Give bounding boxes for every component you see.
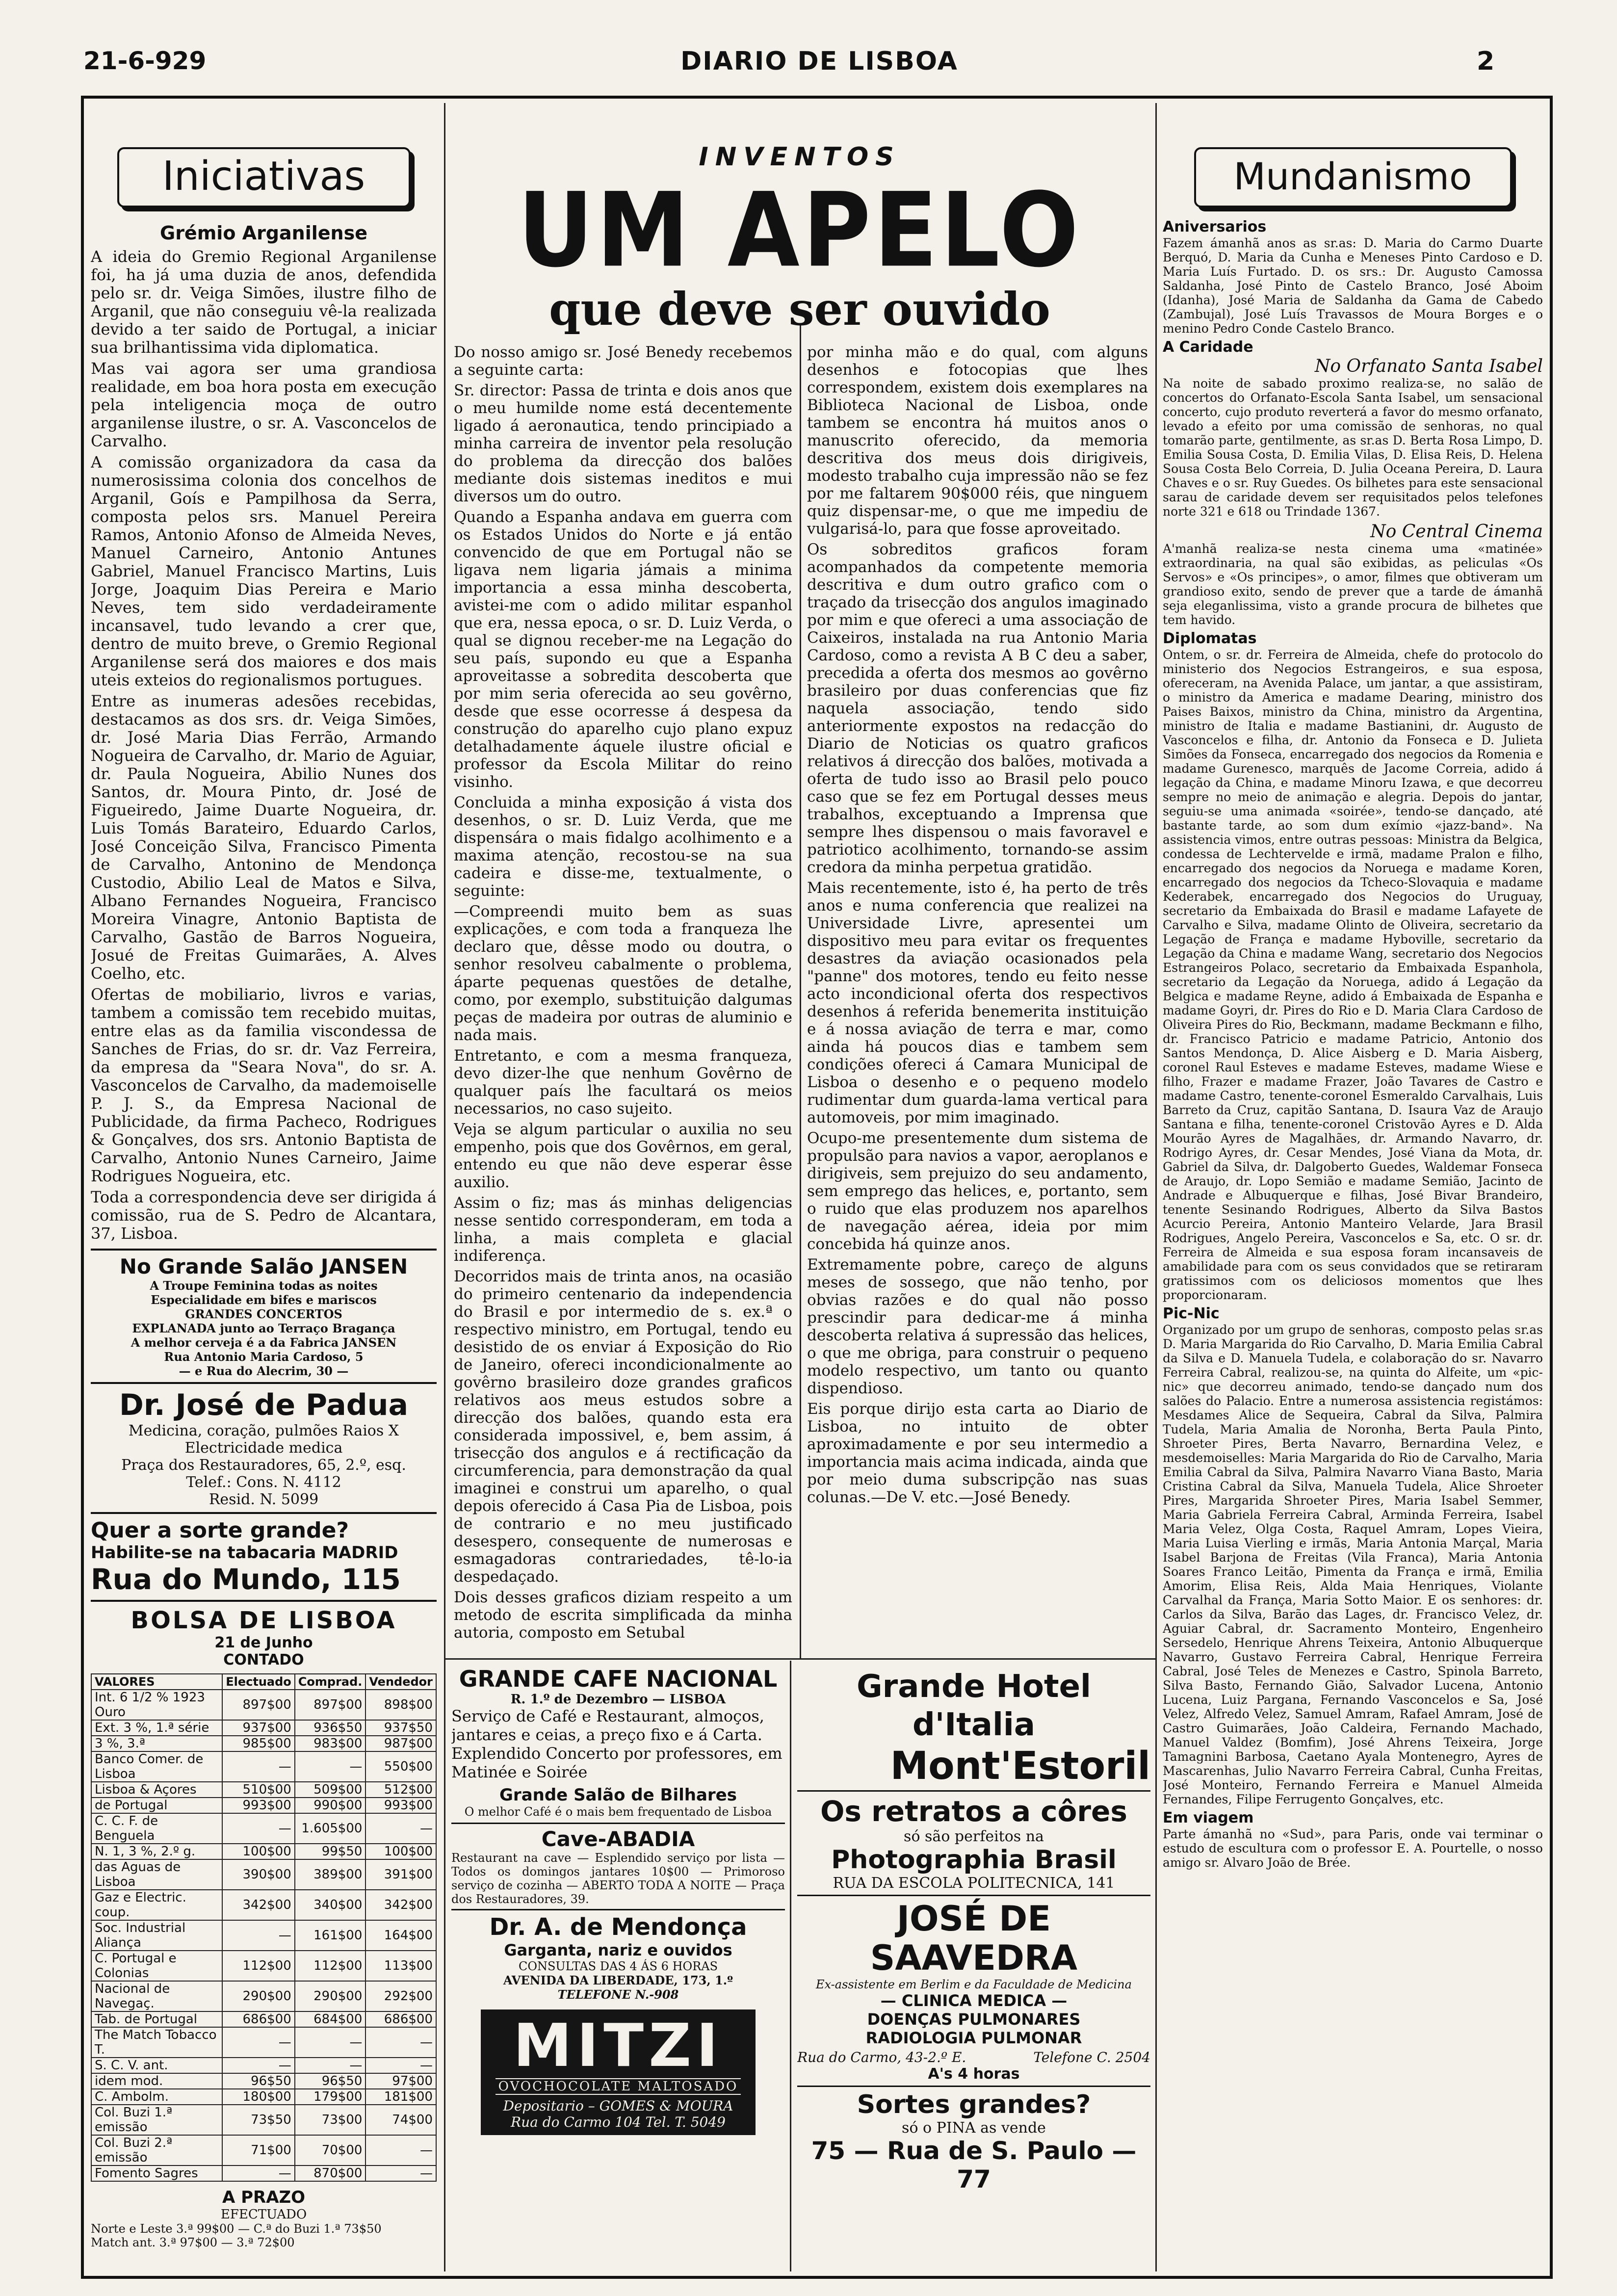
mitzi-ad <box>481 2009 756 2135</box>
bolsa-price: 181$00 <box>365 2089 436 2105</box>
bolsa-price: 937$50 <box>365 1720 436 1736</box>
ad-line: A's 4 horas <box>928 2065 1020 2083</box>
ad-line: só o PINA as vende <box>902 2119 1046 2137</box>
bolsa-table <box>91 1673 437 2182</box>
bolsa-row <box>91 2058 436 2073</box>
bolsa-price: 898$00 <box>365 1690 436 1720</box>
bolsa-price: 993$00 <box>222 1798 295 1813</box>
bolsa-price: — <box>295 1751 366 1782</box>
bolsa-price: 870$00 <box>295 2166 366 2181</box>
bolsa-price: 897$00 <box>222 1690 295 1720</box>
ad-line: Rua do Carmo 104 Tel. T. 5049 <box>511 2114 726 2130</box>
bolsa-security: Int. 6 1/2 % 1923 Ouro <box>91 1690 222 1720</box>
subsection-heading: Em viagem <box>1163 1809 1254 1826</box>
ad-title: Sortes grandes? <box>857 2090 1091 2119</box>
bolsa-row <box>91 1920 436 1951</box>
ad-title: Cave-ABADIA <box>541 1827 695 1851</box>
bolsa-header: Electuado <box>222 1674 295 1690</box>
subhead: que deve ser ouvido <box>549 283 1050 336</box>
subsection-heading: Pic-Nic <box>1163 1305 1220 1322</box>
page-number: 2 <box>1477 47 1495 76</box>
bolsa-row <box>91 1798 436 1813</box>
bolsa-security: de Portugal <box>91 1798 222 1813</box>
bolsa-price: 112$00 <box>295 1951 366 1981</box>
bolsa-sub: CONTADO <box>223 1651 304 1669</box>
ad-title: 75 — Rua de S. Paulo — 77 <box>811 2137 1137 2193</box>
article-paragraph: A'manhã realiza-se nesta cinema uma «matinée» extraordinaria, na qual são exibidas, as peliculas «Os Servos» e «Os principes», o amor, filmes que obtiveram um grandioso exito, sendo de prever que a tarde de ámanhã seja eleganlissima, visto a grande procura de bilhetes que tem havido. <box>1163 542 1543 627</box>
article-paragraph: Mas vai agora ser uma grandiosa realidade, em boa hora posta em execução pela inteligencia moça de outro arganilense ilustre, o sr. A. Vasconcelos de Carvalho. <box>91 359 437 450</box>
article-paragraph: Extremamente pobre, careço de alguns meses de sossego, que não tenho, por obvias razões e do qual não posso prescindir para dedicar-me á minha descoberta relativa á supressão das helices, o que me obriga, para construir o pequeno modelo respectivo, um tanto ou quanto dispendioso. <box>807 1256 1148 1397</box>
bolsa-price: 179$00 <box>295 2089 366 2105</box>
ads-left <box>451 1666 785 2271</box>
article-paragraph: Entretanto, e com a mesma franqueza, devo dizer-lhe que nenhum Govêrno de qualquer país lhe facultará os meios necessarios, no caso sujeito. <box>454 1047 792 1118</box>
aprazo-title: A PRAZO <box>222 2188 306 2207</box>
bolsa-security: das Aguas de Lisboa <box>91 1859 222 1890</box>
ad-line: RUA DA ESCOLA POLITECNICA, 141 <box>833 1875 1115 1892</box>
ad-line: GRANDES CONCERTOS <box>185 1307 342 1321</box>
ad-title: Photographia Brasil <box>831 1845 1117 1875</box>
article-paragraph: Decorridos mais de trinta anos, na ocasião do primeiro centenario da independencia do Brasil e por intermedio de s. ex.ª o respectivo ministro, em Portugal, tendo eu desistido de os enviar á Exposição do Rio de Janeiro, ofereci incondicionalmente ao govêrno brasileiro doze grandes graficos relativos aos meus estudos sobre a direcção dos balões, quando esta era considerada impossivel, e, bem assim, á trisecção dos angulos e á rectificação da circumferencia, para demonstração da qual imaginei e construi um aparelho, o qual depois oferecido á Casa Pia de Lisboa, pois de contrario e no meu justificado desespero, consequente de numerosas e esmagadoras contrariedades, tê-lo-ia despedaçado. <box>454 1268 792 1586</box>
bolsa-security: Gaz e Electric. coup. <box>91 1890 222 1920</box>
ad-title: JOSÉ DE SAAVEDRA <box>870 1899 1078 1978</box>
ad-title: Dr. A. de Mendonça <box>489 1913 747 1941</box>
ad-line: O melhor Café é o mais bem frequentado de Lisboa <box>464 1805 772 1819</box>
sorte-ad <box>91 1514 437 1602</box>
bolsa-price: 161$00 <box>295 1920 366 1951</box>
bolsa-price: 512$00 <box>365 1782 436 1798</box>
bolsa-row <box>91 1951 436 1981</box>
bolsa-price: 113$00 <box>365 1951 436 1981</box>
ad-line: Rua Antonio Maria Cardoso, 5 <box>164 1350 364 1364</box>
bolsa-security: Soc. Industrial Aliança <box>91 1920 222 1951</box>
column-rule <box>444 103 445 2271</box>
article-heading: Grémio Arganilense <box>160 222 367 244</box>
ad-line: Resid. N. 5099 <box>209 1491 319 1508</box>
ad-title: Mont'Estoril <box>890 1744 1150 1788</box>
aprazo-line: Match ant. 3.ª 97$00 — 3.ª 72$00 <box>91 2236 295 2249</box>
bolsa-price: — <box>222 2058 295 2073</box>
article-paragraph: Ofertas de mobiliario, livros e varias, tambem a comissão tem recebido muitas, entre elas as da familia viscondessa de Sanches de Frias, do sr. dr. Vaz Ferreira, da empresa da "Seara Nova", do sr. A. Vasconcelos de Carvalho, da mademoiselle P. J. S., da Empresa Nacional de Publicidade, da firma Pacheco, Rodrigues & Gonçalves, dos srs. Antonio Baptista de Carvalho, Antonio Nunes Carneiro, Jaime Rodrigues Nogueira, etc. <box>91 985 437 1185</box>
bolsa-price: 686$00 <box>222 2011 295 2027</box>
subsection-heading: Diplomatas <box>1163 630 1257 647</box>
bolsa-price: — <box>222 1920 295 1951</box>
ad-line: Praça dos Restauradores, 65, 2.º, esq. <box>121 1457 406 1474</box>
article-paragraph: Os sobreditos graficos foram acompanhados da competente memoria descritiva e dum outro grafico com o traçado da trisecção dos angulos imaginado por mim e que ofereci a uma associação de Caixeiros, instalada na rua Antonio Maria Cardoso, como a revista A B C deu a saber, precedida a oferta dos mesmos ao govêrno brasileiro por duas conferencias que fiz naquela associação, tendo sido anteriormente expostos na redacção do Diario de Noticias os quatro graficos relativos á direcção dos balões, motivada a oferta de tudo isso ao Brasil pelo pouco caso que se fez em Portugal desses meus trabalhos, exceptuando a Imprensa que sempre lhes dispensou o mais favoravel e patriotico acolhimento, tornando-se assim credora da minha perpetua gratidão. <box>807 541 1148 876</box>
article-paragraph: A comissão organizadora da casa da numerosissima colonia dos concelhos de Arganil, Goís e Pampilhosa da Serra, composta pelos srs. Manuel Pereira Ramos, Antonio Afonso de Almeida Neves, Manuel Carneiro, Antonio Antunes Gabriel, Manuel Francisco Martins, Luis Jorge, Joaquim Dias Pereira e Mario Neves, tem sido verdadeiramente incansavel, tudo levando a crer que, dentro de muito breve, o Gremio Regional Arganilense será dos maiores e dos mais uteis exteios do regionalismos portugues. <box>91 453 437 689</box>
bolsa-price: 164$00 <box>365 1920 436 1951</box>
subsection-title: No Orfanato Santa Isabel <box>1314 356 1543 376</box>
ad-line: Habilite-se na tabacaria MADRID <box>91 1543 398 1563</box>
aprazo-line: Norte e Leste 3.ª 99$00 — C.ª do Buzi 1.ª 73$50 <box>91 2222 382 2236</box>
bolsa-price: 292$00 <box>365 1981 436 2011</box>
ad-line: Serviço de Café e Restaurant, almoços, jantares e ceias, a preço fixo e á Carta. Explendido Concerto por professores, em Matinée e Soirée <box>451 1707 782 1781</box>
ad-title: Dr. José de Padua <box>119 1388 408 1422</box>
bolsa-price: 112$00 <box>222 1951 295 1981</box>
bolsa-row <box>91 2135 436 2166</box>
ad-title: MITZI <box>513 2012 723 2080</box>
article-paragraph: Do nosso amigo sr. José Benedy recebemos a seguinte carta: <box>454 343 792 379</box>
article-kicker: INVENTOS <box>699 142 901 172</box>
article-paragraph: Entre as inumeras adesões recebidas, destacamos as dos srs. dr. Veiga Simões, dr. José Maria Dias Ferrão, Armando Nogueira de Carvalho, dr. Mario de Aguiar, dr. Paula Nogueira, Abilio Nunes dos Santos, dr. Moura Pinto, dr. José de Figueiredo, Jaime Duarte Nogueira, dr. Luis Tomás Barateiro, Eduardo Carlos, José Conceição Silva, Francisco Pimenta de Carvalho, Antonino de Mendonça Custodio, Abilio Leal de Matos e Silva, Albano Fernandes Nogueira, Francisco Moreira Vinagre, Antonio Baptista de Carvalho, Gastão de Barros Nogueira, Josué de Freitas Guimarães, A. Alves Coelho, etc. <box>91 692 437 983</box>
bolsa-price: 73$00 <box>295 2105 366 2135</box>
article-column-2 <box>807 343 1148 1653</box>
bolsa-security: idem mod. <box>91 2073 222 2089</box>
bolsa-price: 985$00 <box>222 1736 295 1751</box>
jansen-ad <box>91 1249 437 1384</box>
bolsa-row <box>91 1981 436 2011</box>
bolsa-row <box>91 2105 436 2135</box>
bolsa-price: 686$00 <box>365 2011 436 2027</box>
left-column <box>91 147 437 2271</box>
ad-line: Rua do Mundo, 115 <box>91 1563 401 1596</box>
article-paragraph: Na noite de sabado proximo realiza-se, no salão de concertos do Orfanato-Escola Santa Isabel, um sensacional concerto, cujo produto reverterá a favor do mesmo orfanato, levado a efeito por uma comissão de senhoras, no qual tomarão parte, gentilmente, as sr.as D. Berta Rosa Limpo, D. Emilia Sousa Costa, D. Emilia Vilas, D. Elisa Reis, D. Helena Sousa Costa Belo Correia, D. Julia Oceana Pereira, D. Laura Chaves e o sr. Ruy Guedes. Os bilhetes para este sensacional sarau de caridade devem ser requisitados pelos telefones norte 321 e 618 ou Trindade 1367. <box>1163 376 1543 519</box>
bolsa-price: 100$00 <box>365 1844 436 1859</box>
bolsa-price: — <box>295 2058 366 2073</box>
right-column <box>1163 147 1543 2271</box>
bolsa-price: — <box>365 2135 436 2166</box>
article-paragraph: Parte ámanhã no «Sud», para Paris, onde vai terminar o estudo de escultura com o professor E. A. Pourtelle, o nosso amigo sr. Alvaro João de Brée. <box>1163 1827 1543 1870</box>
bolsa-security: Fomento Sagres <box>91 2166 222 2181</box>
issue-date: 21-6-929 <box>83 47 207 75</box>
article-paragraph: Ontem, o sr. dr. Ferreira de Almeida, chefe do protocolo do ministerio dos Negocios Estrangeiros, e sua esposa, ofereceram, na Avenida Palace, um jantar, a que assistiram, o ministro da America e madame Dearing, ministro dos Paises Baixos, ministro da China, ministro da Argentina, ministro de Italia e madame Bastianini, dr. Augusto de Vasconcelos e filha, dr. Antonio da Fonseca e D. Julieta Simões da Fonseca, encarregado dos negocios da Romenia e madame Gurenesco, marquês de Jacome Correia, adido á legação da China, e madame Minoru Izawa, e que decorreu sempre no meio de animação e alegria. Depois do jantar, seguiu-se uma animada «soirée», tendo-se dançado, até bastante tarde, ao som dum exímio «jazz-band». Na assistencia vimos, entre outras pessoas: Ministra da Belgica, condessa de Lechtervelde e irmã, madame Pralon e filho, encarregado dos negocios da Noruega e madame Koren, encarregado dos negocios da Tcheco-Slovaquia e madame Kederabek, encarregado dos Negocios do Uruguay, secretario da Embaixada do Brasil e madame Lafayete de Carvalho e Silva, madame Olinto de Oliveira, secretario da Legação de França e madame Hyboville, secretario da Legação da China e madame Wang, secretario dos Negocios Estrangeiros Polaco, secretario da Embaixada Espanhola, secretario da Legação da Noruega, adido á Legação da Belgica e madame Reyne, adido á Embaixada de Espanha e madame Goyri, dr. Pires do Rio e D. Maria Clara Cardoso de Oliveira Pires do Rio, Beckmann, madame Beckmann e filho, dr. Francisco Patricio e madame Patricio, Antonio dos Santos Mendonça, D. Alice Aisberg e D. Maria Aisberg, coronel Raul Esteves e madame Esteves, madame Wiese e filho, Frazer e madame Frazer, João Tavares de Castro e madame Castro, tenente-coronel Esmeraldo Carvalhais, Luis Barreto da Cruz, capitão Santana, D. Isaura Vaz de Araujo Santana e filha, tenente-coronel Cristovão Ayres e D. Alda Mourão Ayres de Magalhães, dr. Armando Navarro, dr. Rodrigo Ayres, dr. Cesar Mendes, José Viana da Mota, dr. Gabriel da Silva, dr. Dalgoberto Guedes, Waldemar Fonseca de Araujo, dr. Lopo Semião e madame Semião, Jacinto de Andrade e Albuquerque e filhas, José Bivar Brandeiro, tenente Sesinando Rodrigues, Alberto da Silva Bastos Acurcio Pereira, Antonio Manteiro Velarde, Jara Brasil Rodrigues, Angelo Pereira, Vasconcelos e Sa, etc. O sr. dr. Ferreira de Almeida e sua esposa foram incansaveis de amabilidade para com os seus convidados que se retiraram gratissimos com os deliciosos momentos que lhes proporcionaram. <box>1163 648 1543 1302</box>
bolsa-price: 390$00 <box>222 1859 295 1890</box>
bolsa-price: — <box>365 2166 436 2181</box>
headline: UM APELO <box>518 170 1082 290</box>
bolsa-row <box>91 1690 436 1720</box>
article-paragraph: Organizado por um grupo de senhoras, composto pelas sr.as D. Maria Margarida do Rio Carvalho, D. Maria Emilia Cabral da Silva e D. Manuela Tudela, e colaboração do sr. Navarro Ferreira Cabral, realizou-se, na quinta do Alfeite, um «pic-nic» que decorreu animado, tendo-se dançado num dos salões do Palacio. Entre a numerosa assistencia registámos: Mesdames Alice de Sequeira, Cabral da Silva, Palmira Tudela, Maria Amalia de Noronha, Berta Paula Pinto, Shroeter Pires, Berta Navarro, Bernardina Velez, e mesdemoiselles: Maria Margarida do Rio de Carvalho, Maria Emilia Cabral da Silva, Palmira Navarro Viana Basto, Maria Cristina Cabral da Silva, Manuela Tudela, Alice Shroeter Pires, Margarida Shroeter Pires, Maria Isabel Semmer, Maria Gabriela Ferreira Cabral, Arminda Ferreira, Isabel Maria Velez, Olga Costa, Raquel Amram, Lopes Vieira, Maria Luisa Vierling e irmãs, Maria Antonia Marçal, Maria Isabel Barjona de Freitas (Vila Franca), Maria Antonia Soares Franco Leitão, Pimenta da França e irmã, Emilia Amorim, Elisa Reis, Alda Maia Henriques, Violante Carvalhal da França, Maria Sotto Maior. E os senhores: dr. Carlos da Silva, Barão das Lages, dr. Francisco Velez, dr. Aguiar Cabral, dr. Sacramento Monteiro, Engenheiro Sersedelo, Henrique Ahrens Teixeira, Antonio Albuquerque Navarro, Gustavo Ferreira Cabral, Henrique Ferreira Cabral, José Teles de Menezes e Castro, Spinola Barreto, Silva Basto, Fernando Gião, Salvador Lucena, Antonio Lucena, Luiz Pargana, Fernando Vasconcelos e Sa, José Velez, Alfredo Velez, Samuel Amram, Rafael Amram, José de Castro Guimarães, João Caldeira, Fernando Machado, Manuel Valdez (Bomfim), José Ahrens Teixeira, Jorge Tamagnini Barbosa, Caetano Ayala Montenegro, Ayres de Mascarenhas, Julio Navarro Ferreira Cabral, Cunha Freitas, José Monteiro, Fernando Ferreira e Manuel Almeida Fernandes, Filipe Ferrugento Gonçalves, etc. <box>1163 1323 1543 1806</box>
ad-line: só são perfeitos na <box>904 1828 1044 1845</box>
article-paragraph: —Compreendi muito bem as suas explicações, e com toda a franqueza lhe declaro que, dêsse modo ou doutra, o senhor resolveu cabalmente o problema, áparte pequenas questões de detalhe, como, por exemplo, substituição dalgumas peças de madeira por outras de aluminio e nada mais. <box>454 903 792 1044</box>
bolsa-security: Lisboa & Açores <box>91 1782 222 1798</box>
ad-line: Rua do Carmo, 43-2.º E. <box>797 2049 966 2065</box>
ad-line: Ex-assistente em Berlim e da Faculdade de Medicina <box>816 1978 1132 1991</box>
ad-title: Os retratos a côres <box>820 1795 1127 1828</box>
article-paragraph: Assim o fiz; mas ás minhas deligencias nesse sentido corresponderam, em toda a linha, a mais completa e glacial indiferença. <box>454 1194 792 1265</box>
bolsa-security: C. Ambolm. <box>91 2089 222 2105</box>
ad-line: Grande Salão de Bilhares <box>499 1785 737 1805</box>
ad-line: A Troupe Feminina todas as noites <box>150 1278 378 1293</box>
bolsa-security: Nacional de Navegaç. <box>91 1981 222 2011</box>
article-paragraph: A ideia do Gremio Regional Arganilense foi, ha já uma duzia de anos, defendida pelo sr. dr. Veiga Simões, ilustre filho de Arganil, que não conseguiu vê-la realizada devido a ter saido de Portugal, a iniciar sua brilhantissima vida diplomatica. <box>91 247 437 357</box>
bolsa-security: N. 1, 3 %, 2.º g. <box>91 1844 222 1859</box>
bolsa-security: The Match Tobacco T. <box>91 2027 222 2058</box>
mendonca-ad <box>451 1910 785 2005</box>
article-paragraph: Fazem ámanhã anos as sr.as: D. Maria do Carmo Duarte Berquó, D. Maria da Cunha e Meneses Pinto Cardoso e D. Maria Luís Furtado. D. os srs.: Dr. Augusto Camossa Saldanha, José Pinto de Castelo Branco, José Aboim (Idanha), José Maria de Saldanha da Gama de Cabedo (Zambujal), José Luís Travassos de Moura Borges e o menino Pedro Conde Castelo Branco. <box>1163 236 1543 336</box>
bolsa-price: 550$00 <box>365 1751 436 1782</box>
aprazo-sub: EFECTUADO <box>220 2207 307 2222</box>
column-rule <box>790 1661 791 2271</box>
subsection-title: No Central Cinema <box>1370 522 1543 542</box>
bolsa-row <box>91 2011 436 2027</box>
bolsa-price: 180$00 <box>222 2089 295 2105</box>
ad-line: Telef.: Cons. N. 4112 <box>186 1474 341 1491</box>
bolsa-price: 391$00 <box>365 1859 436 1890</box>
bolsa-price: — <box>222 1751 295 1782</box>
bolsa-price: 290$00 <box>222 1981 295 2011</box>
sortes-ad <box>797 2087 1150 2196</box>
bolsa-security: S. C. V. ant. <box>91 2058 222 2073</box>
retratos-ad <box>797 1792 1150 1896</box>
bolsa-security: C. Portugal e Colonias <box>91 1951 222 1981</box>
ads-right <box>797 1666 1150 2271</box>
bolsa-price: 74$00 <box>365 2105 436 2135</box>
column-rule <box>1155 103 1157 2271</box>
bolsa-row <box>91 1736 436 1751</box>
section-title: Iniciativas <box>162 153 365 200</box>
bolsa-header: Vendedor <box>365 1674 436 1690</box>
ad-title: Quer a sorte grande? <box>91 1518 349 1543</box>
bolsa-row <box>91 1890 436 1920</box>
bolsa-row <box>91 2089 436 2105</box>
bolsa-price: — <box>222 2166 295 2181</box>
bolsa-price: 342$00 <box>222 1890 295 1920</box>
bolsa-price: 99$50 <box>295 1844 366 1859</box>
mundanismo-heading <box>1194 147 1512 208</box>
ad-line: — CLINICA MEDICA — <box>880 1991 1068 2010</box>
ad-line: CONSULTAS DAS 4 ÁS 6 HORAS <box>518 1959 718 1973</box>
bolsa-price: — <box>365 1813 436 1844</box>
ad-line: A melhor cerveja é a da Fabrica JANSEN <box>130 1335 397 1350</box>
bolsa-security: 3 %, 3.ª <box>91 1736 222 1751</box>
article-paragraph: Ocupo-me presentemente dum sistema de propulsão para navios a vapor, aeroplanos e dirigiveis, sem prejuizo do seu andamento, sem emprego das helices, e, portanto, sem o ruido que elas produzem nos aparelhos de navegação aérea, ideia por mim concebida há quinze anos. <box>807 1129 1148 1253</box>
bolsa-price: 96$50 <box>295 2073 366 2089</box>
article-paragraph: por minha mão e do qual, com alguns desenhos e fotocopias que lhes correspondem, existem dois exemplares na Biblioteca Nacional de Lisboa, onde tambem se encontra há muitos anos o manuscrito oferecido, da memoria descritiva dos meus dois dirigiveis, modesto trabalho cuja impressão não se fez por me faltarem 90$000 réis, que ninguem quiz dispensar-me, o que me impediu de vulgarisá-lo, para que fosse aproveitado. <box>807 343 1148 538</box>
article-paragraph: Veja se algum particular o auxilia no seu empenho, pois que dos Govêrnos, em geral, entendo eu que não deve esperar êsse auxilio. <box>454 1121 792 1191</box>
bolsa-section <box>91 1602 437 2249</box>
ad-line: — e Rua do Alecrim, 30 — <box>179 1364 349 1378</box>
ad-line: TELEFONE N.-908 <box>557 1987 679 2002</box>
ad-line: RADIOLOGIA PULMONAR <box>865 2029 1082 2047</box>
ad-line: OVOCHOCOLATE MALTOSADO <box>496 2078 741 2095</box>
bolsa-security: Col. Buzi 2.ª emissão <box>91 2135 222 2166</box>
article-paragraph: Eis porque dirijo esta carta ao Diario de Lisboa, no intuito de obter aproximadamente e por seu intermedio a importancia mais acima indicada, ainda que por meio duma subscripção nas suas colunas.—De V. etc.—José Benedy. <box>807 1400 1148 1506</box>
ad-line: Restaurant na cave — Esplendido serviço por lista — Todos os domingos jantares 10$00 — Primoroso serviço de cozinha — ABERTO TODA A NOITE — Praça dos Restauradores, 39. <box>451 1851 785 1906</box>
bolsa-security: Ext. 3 %, 1.ª série <box>91 1720 222 1736</box>
bolsa-price: 71$00 <box>222 2135 295 2166</box>
bolsa-price: 1.605$00 <box>295 1813 366 1844</box>
article-paragraph: Toda a correspondencia deve ser dirigida á comissão, rua de S. Pedro de Alcantara, 37, Lisboa. <box>91 1188 437 1243</box>
ad-line: Depositario – GOMES & MOURA <box>503 2098 733 2114</box>
bolsa-row <box>91 1751 436 1782</box>
subsection-heading: A Caridade <box>1163 339 1253 356</box>
saavedra-ad <box>797 1896 1150 2087</box>
bolsa-header: Comprad. <box>295 1674 366 1690</box>
padua-ad <box>91 1384 437 1514</box>
ad-line: EXPLANADA junto ao Terraço Bragança <box>132 1321 395 1335</box>
bolsa-price: 389$00 <box>295 1859 366 1890</box>
bolsa-security: C. C. F. de Benguela <box>91 1813 222 1844</box>
bolsa-title: BOLSA DE LISBOA <box>130 1607 397 1634</box>
ad-line: Telefone C. 2504 <box>1033 2049 1150 2065</box>
bolsa-price: 897$00 <box>295 1690 366 1720</box>
bolsa-price: — <box>365 2058 436 2073</box>
bolsa-price: 100$00 <box>222 1844 295 1859</box>
article-paragraph: Sr. director: Passa de trinta e dois anos que o meu humilde nome está decentemente ligado á aeronautica, tendo principiado a minha carreira de inventor pela resolução do problema da direcção dos balões mediante dois sistemas ineditos e mui diversos um do outro. <box>454 382 792 505</box>
ad-line: AVENIDA DA LIBERDADE, 173, 1.º <box>503 1973 733 1987</box>
bolsa-row <box>91 1844 436 1859</box>
article-paragraph: Mais recentemente, isto é, ha perto de três anos e numa conferencia que realizei na Universidade Livre, apresentei um dispositivo meu para evitar os frequentes desastres da aviação ocasionados pela "panne" dos motores, tendo eu feito nesse acto incondicional oferta dos respectivos desenhos á referida benemerita instituição e á nossa aviação de terra e mar, como ainda há poucos dias e tambem sem condições ofereci á Camara Municipal de Lisboa o desenho e o pequeno modelo rudimentar dum guarda-lama vertical para automoveis, por mim imaginado. <box>807 879 1148 1126</box>
bolsa-security: Col. Buzi 1.ª emissão <box>91 2105 222 2135</box>
bolsa-price: — <box>222 2027 295 2058</box>
bolsa-header: VALORES <box>91 1674 222 1690</box>
bolsa-price: — <box>222 1813 295 1844</box>
bolsa-price: 73$50 <box>222 2105 295 2135</box>
section-title: Mundanismo <box>1233 155 1472 198</box>
article-paragraph: Quando a Espanha andava em guerra com os Estados Unidos do Norte e já então convencido de que em Portugal não se ligava nem ligaria jámais a minima importancia a essa minha descoberta, avistei-me com o adido militar espanhol que era, nessa epoca, o sr. D. Luiz Verda, o qual se dignou receber-me na Legação do seu país, supondo eu que a Espanha aproveitasse a sobredita descoberta que por mim seria oferecida ao seu govêrno, desde que esse ocorresse á despesa da construção do aparelho cujo plano expuz detalhadamente áquele ilustre oficial e professor da Escola Militar do reino visinho. <box>454 508 792 791</box>
bolsa-price: 96$50 <box>222 2073 295 2089</box>
subsection-heading: Aniversarios <box>1163 218 1267 235</box>
bolsa-row <box>91 1782 436 1798</box>
bolsa-row <box>91 2027 436 2058</box>
bolsa-row <box>91 2166 436 2181</box>
bolsa-row <box>91 1720 436 1736</box>
bolsa-price: 987$00 <box>365 1736 436 1751</box>
hotel-ad <box>797 1666 1150 1792</box>
bolsa-row <box>91 1859 436 1890</box>
article-paragraph: Concluida a minha exposição á vista dos desenhos, o sr. D. Luiz Verda, que me dispensára o mais fidalgo acolhimento e a maxima atenção, recostou-se na sua cadeira e disse-me, textualmente, o seguinte: <box>454 794 792 900</box>
bolsa-price: 993$00 <box>365 1798 436 1813</box>
bolsa-price: 509$00 <box>295 1782 366 1798</box>
ad-line: Garganta, nariz e ouvidos <box>504 1941 732 1959</box>
bolsa-row <box>91 1813 436 1844</box>
bolsa-price: 97$00 <box>365 2073 436 2089</box>
bolsa-date: 21 de Junho <box>214 1634 313 1651</box>
bolsa-price: 510$00 <box>222 1782 295 1798</box>
ad-title: Grande Hotel d'Italia <box>857 1669 1091 1743</box>
bolsa-price: 684$00 <box>295 2011 366 2027</box>
ad-line: Especialidade em bifes e mariscos <box>151 1293 377 1307</box>
bolsa-security: Tab. de Portugal <box>91 2011 222 2027</box>
ad-line: DOENÇAS PULMONARES <box>867 2010 1081 2029</box>
bolsa-price: 990$00 <box>295 1798 366 1813</box>
bolsa-price: 340$00 <box>295 1890 366 1920</box>
newspaper-title: DIARIO DE LISBOA <box>680 47 958 76</box>
bolsa-price: 983$00 <box>295 1736 366 1751</box>
section-rule <box>444 1658 1155 1660</box>
iniciativas-heading <box>117 147 411 208</box>
bolsa-price: 70$00 <box>295 2135 366 2166</box>
bolsa-price: — <box>295 2027 366 2058</box>
grande-cafe-ad <box>451 1666 785 1824</box>
bolsa-price: 290$00 <box>295 1981 366 2011</box>
article-paragraph: Dois desses graficos diziam respeito a um metodo de escrita simplificada da minha autoria, composto em Setubal <box>454 1589 792 1642</box>
column-rule <box>800 324 801 1658</box>
bolsa-price: 936$50 <box>295 1720 366 1736</box>
bolsa-security: Banco Comer. de Lisboa <box>91 1751 222 1782</box>
article-column-1 <box>454 343 792 1653</box>
bolsa-price: 342$00 <box>365 1890 436 1920</box>
bolsa-price: — <box>365 2027 436 2058</box>
ad-line: R. 1.º de Dezembro — LISBOA <box>510 1692 726 1707</box>
ad-line: Medicina, coração, pulmões Raios X <box>128 1422 399 1439</box>
abadia-ad <box>451 1824 785 1910</box>
bolsa-price: 937$00 <box>222 1720 295 1736</box>
ad-line: Electricidade medica <box>184 1439 343 1457</box>
ad-title: No Grande Salão JANSEN <box>119 1254 408 1278</box>
ad-title: GRANDE CAFE NACIONAL <box>459 1666 778 1692</box>
bolsa-row <box>91 2073 436 2089</box>
